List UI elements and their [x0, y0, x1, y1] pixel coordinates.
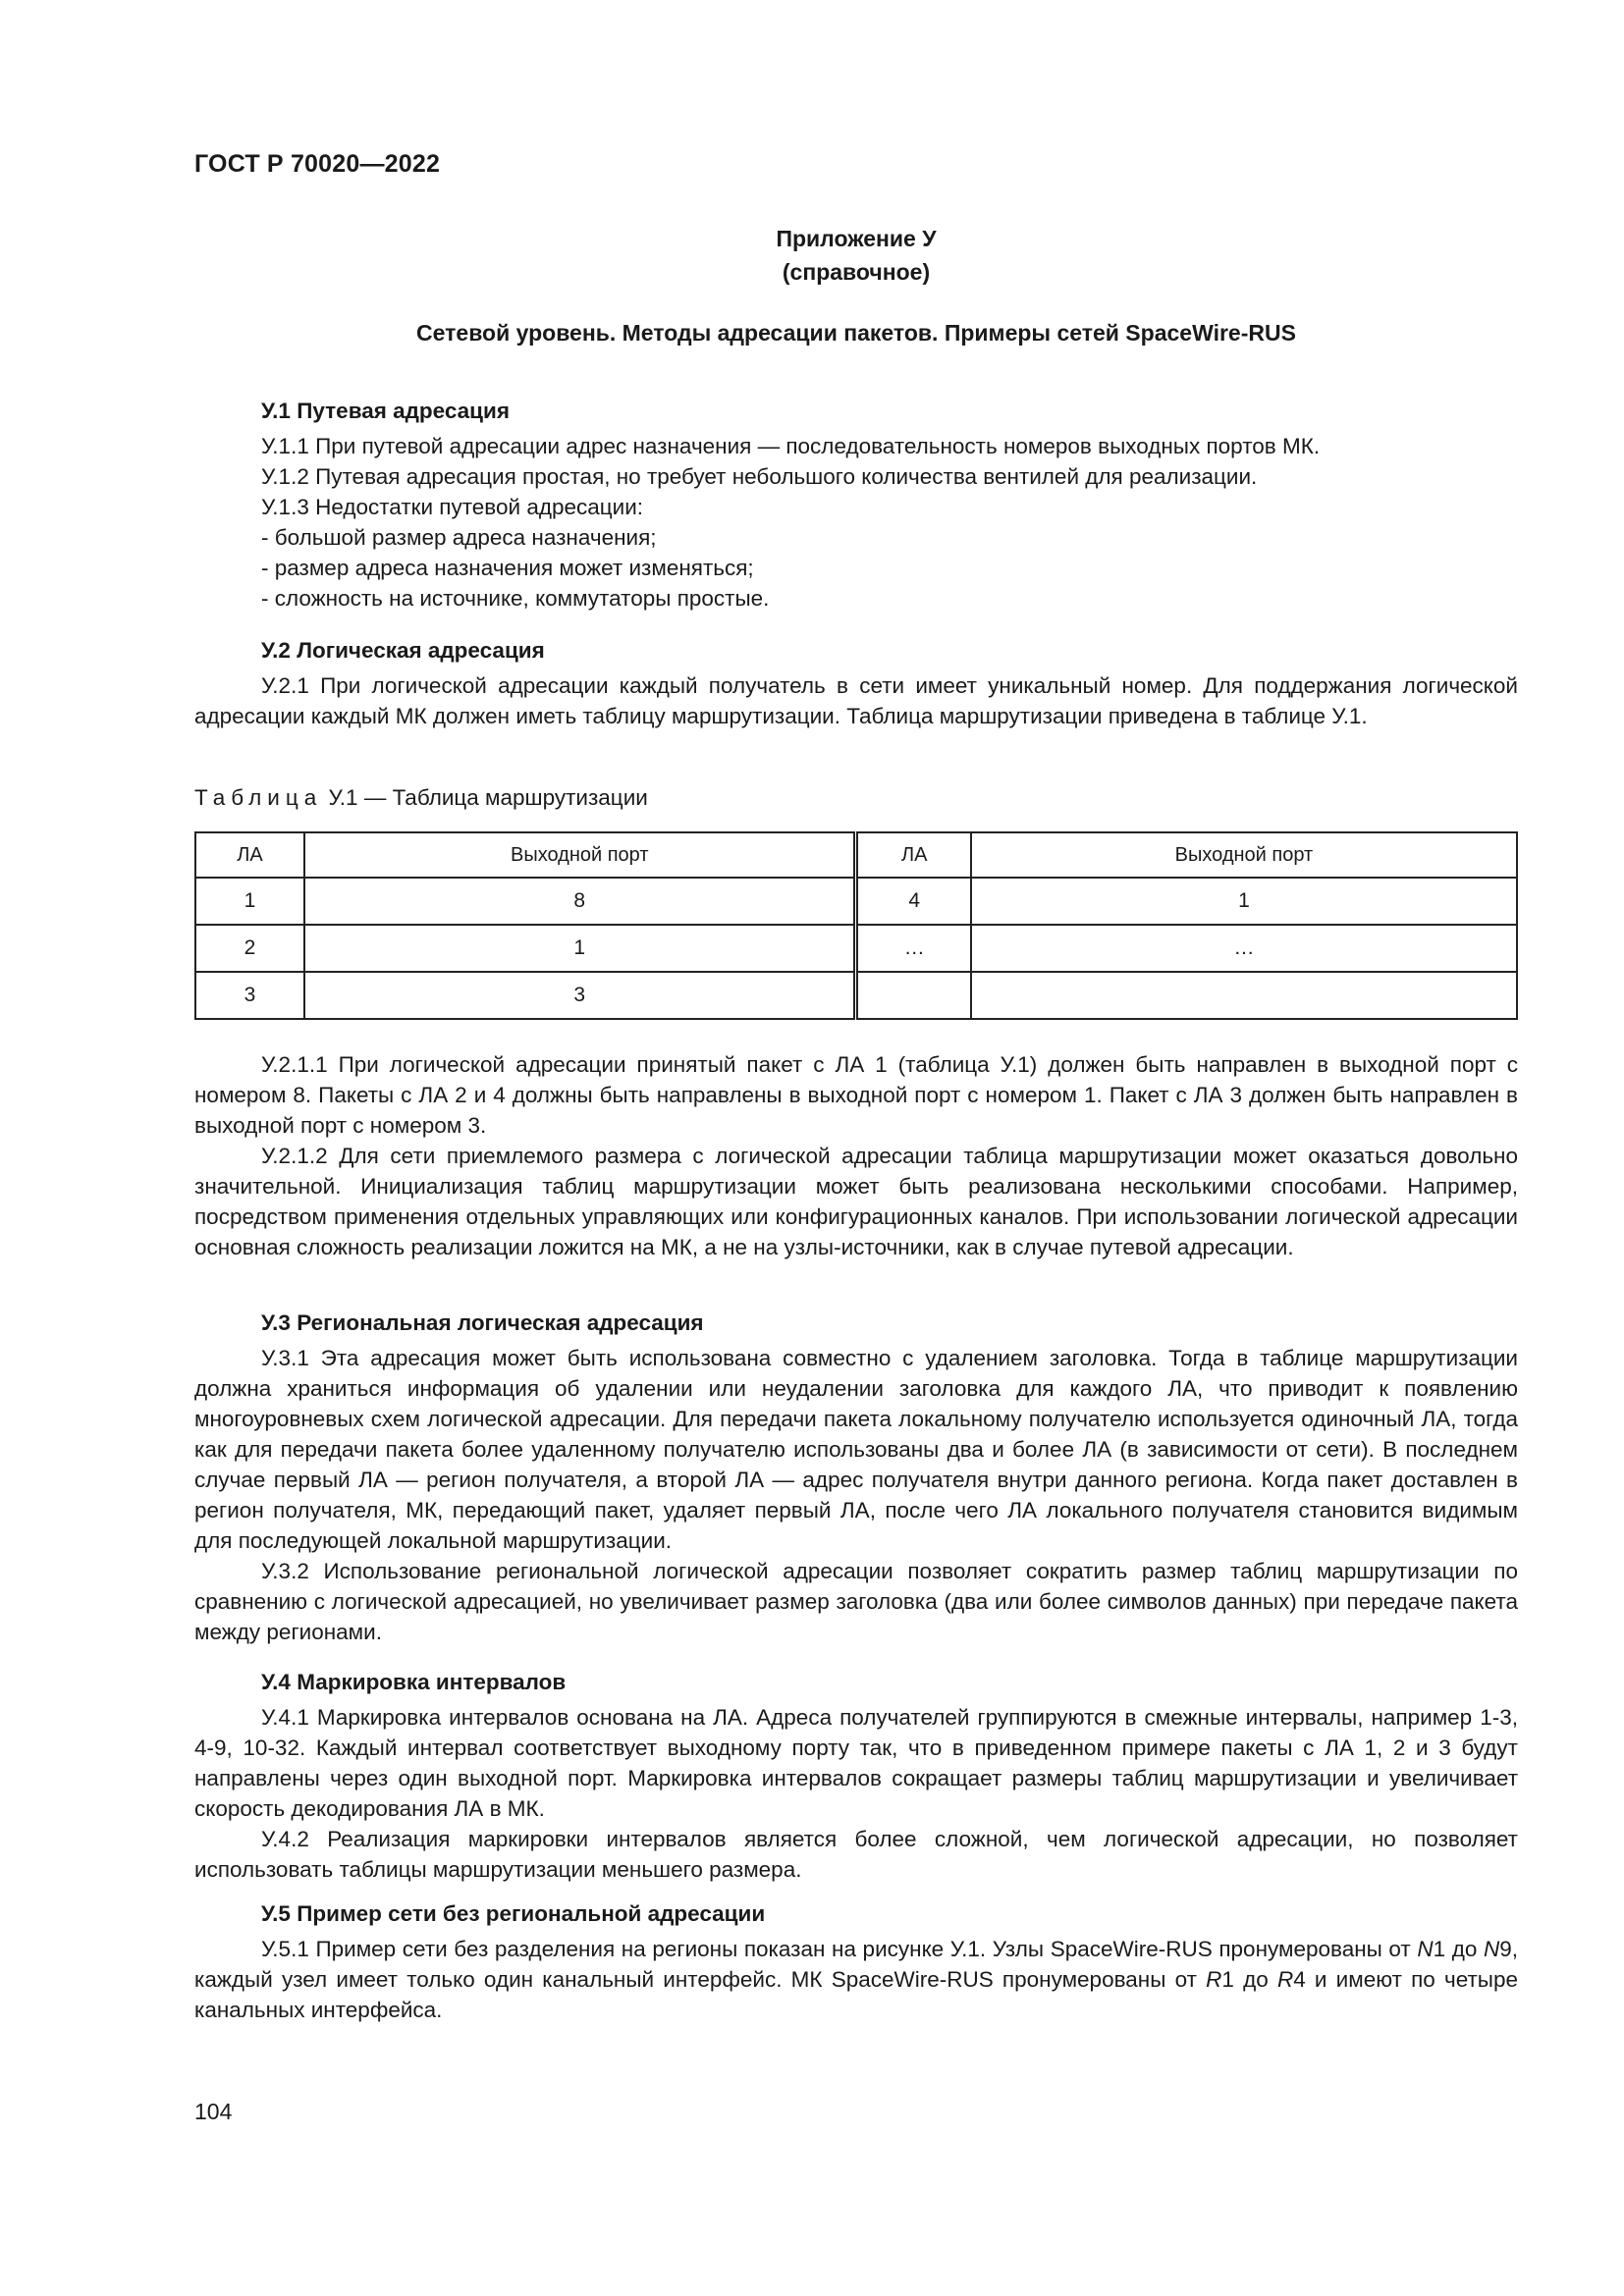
section-4 [194, 1667, 1518, 1885]
table-row [195, 925, 1517, 972]
table-cell [856, 972, 971, 1019]
list-item: - большой размер адреса назначения; [261, 525, 657, 550]
paragraph-1-1: У.1.1 При путевой адресации адрес назначения — последовательность номеров выходных портов МК. [261, 434, 1321, 458]
table-cell: 4 [856, 878, 971, 925]
standard-code: ГОСТ Р 70020—2022 [194, 150, 441, 178]
paragraph-2-1-1: У.2.1.1 При логической адресации принятый пакет с ЛА 1 (таблица У.1) должен быть направлен в выходной порт с номером 8. Пакеты с ЛА 2 и 4 должны быть направлены в выходной порт с номером 1. Пакет с ЛА 3 должен быть направлен в выходной порт с номером 3. [194, 1052, 1518, 1138]
paragraph-2-1-2: У.2.1.2 Для сети приемлемого размера с логической адресации таблица маршрутизации может оказаться довольно значительной. Инициализация таблиц маршрутизации может быть реализована несколькими способами. Например, посредством применения отдельных управляющих или конфигурационных каналов. При использовании логической адресации основная сложность реализации ложится на МК, а не на узлы-источники, как в случае путевой адресации. [194, 1144, 1518, 1259]
paragraph-3-2: У.3.2 Использование региональной логической адресации позволяет сократить размер таблиц маршрутизации по сравнению с логической адресацией, но увеличивает размер заголовка (два или более символов данных) при передаче пакета между регионами. [194, 1559, 1518, 1644]
section-3-title: У.3 Региональная логическая адресация [261, 1310, 704, 1335]
table-cell [971, 972, 1517, 1019]
routing-table [194, 831, 1518, 1020]
table-caption-word: Таблица [194, 785, 323, 810]
table-header-cell: ЛА [856, 832, 971, 878]
paragraph-5-1: У.5.1 Пример сети без разделения на регионы показан на рисунке У.1. Узлы SpaceWire-RUS пронумерованы от N1 до N9, каждый узел имеет только один канальный интерфейс. МК SpaceWire-RUS пронумерованы от R1 до R4 и имеют по четыре канальных интерфейса. [194, 1937, 1518, 2022]
appendix-title: Приложение У [776, 226, 937, 251]
table-caption-text: У.1 — Таблица маршрутизации [328, 785, 648, 810]
table-cell: 3 [304, 972, 856, 1019]
table-header-cell: Выходной порт [304, 832, 856, 878]
table-caption [194, 785, 648, 811]
table-cell: 8 [304, 878, 856, 925]
paragraph-2-1: У.2.1 При логической адресации каждый получатель в сети имеет уникальный номер. Для поддержания логической адресации каждый МК должен иметь таблицу маршрутизации. Таблица маршрутизации приведена в таблице У.1. [194, 673, 1518, 728]
table-row [195, 972, 1517, 1019]
table-header-cell: ЛА [195, 832, 304, 878]
table-cell: … [971, 925, 1517, 972]
table-header-row [195, 832, 1517, 878]
paragraph-1-3: У.1.3 Недостатки путевой адресации: [261, 495, 644, 519]
paragraph-3-1: У.3.1 Эта адресация может быть использована совместно с удалением заголовка. Тогда в таблице маршрутизации должна храниться информация об удалении или неудалении заголовка для каждого ЛА, что приводит к появлению многоуровневых схем логической адресации. Для передачи пакета локальному получателю используется одиночный ЛА, тогда как для передачи пакета более удаленному получателю использованы два и более ЛА (в зависимости от сети). В последнем случае первый ЛА — регион получателя, а второй ЛА — адрес получателя внутри данного региона. Когда пакет доставлен в регион получателя, МК, передающий пакет, удаляет первый ЛА, после чего ЛА локального получателя становится видимым для последующей локальной маршрутизации. [194, 1346, 1518, 1553]
list-item: - сложность на источнике, коммутаторы простые. [261, 586, 770, 611]
table-cell: 1 [195, 878, 304, 925]
section-1 [194, 396, 1518, 614]
list-item: - размер адреса назначения может изменяться; [261, 556, 754, 580]
section-2-continued [194, 1049, 1518, 1262]
section-2 [194, 635, 1518, 731]
page-number: 104 [194, 2099, 233, 2124]
section-3 [194, 1308, 1518, 1647]
section-5 [194, 1898, 1518, 2025]
table-cell: 1 [304, 925, 856, 972]
section-2-title: У.2 Логическая адресация [261, 638, 545, 663]
table-cell: 2 [195, 925, 304, 972]
section-4-title: У.4 Маркировка интервалов [261, 1670, 567, 1694]
table-cell: 3 [195, 972, 304, 1019]
section-1-title: У.1 Путевая адресация [261, 399, 510, 423]
appendix-heading: Сетевой уровень. Методы адресации пакетов. Примеры сетей SpaceWire-RUS [416, 320, 1296, 346]
paragraph-4-2: У.4.2 Реализация маркировки интервалов является более сложной, чем логической адресации, но позволяет использовать таблицы маршрутизации меньшего размера. [194, 1827, 1518, 1882]
appendix-subtitle: (справочное) [782, 259, 931, 285]
table-cell: … [856, 925, 971, 972]
table-header-cell: Выходной порт [971, 832, 1517, 878]
table-cell: 1 [971, 878, 1517, 925]
paragraph-4-1: У.4.1 Маркировка интервалов основана на ЛА. Адреса получателей группируются в смежные интервалы, например 1-3, 4-9, 10-32. Каждый интервал соответствует выходному порту так, что в приведенном примере пакеты с ЛА 1, 2 и 3 будут направлены через один выходной порт. Маркировка интервалов сокращает размеры таблиц маршрутизации и увеличивает скорость декодирования ЛА в МК. [194, 1705, 1518, 1821]
section-5-title: У.5 Пример сети без региональной адресации [261, 1901, 766, 1926]
paragraph-1-2: У.1.2 Путевая адресация простая, но требует небольшого количества вентилей для реализации. [261, 464, 1258, 489]
table-row [195, 878, 1517, 925]
